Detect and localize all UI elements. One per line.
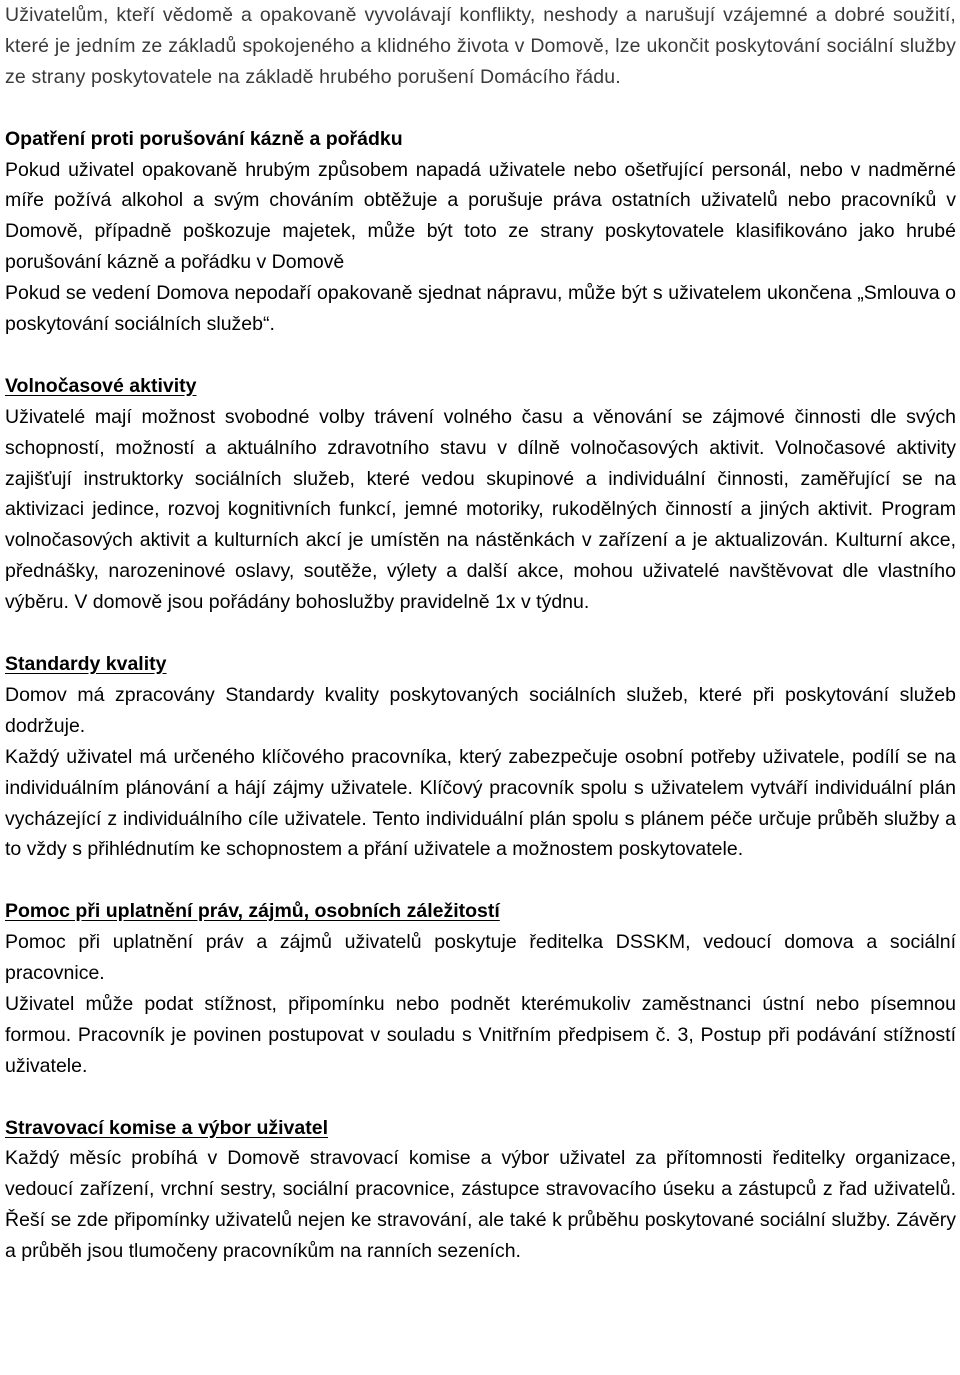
section-kazen	[5, 124, 956, 340]
section-volnocasove-aktivity	[5, 371, 956, 618]
section-spacer	[5, 93, 956, 124]
section-paragraph: Domov má zpracovány Standardy kvality poskytovaných sociálních služeb, které při poskytování služeb dodržuje.	[5, 683, 956, 737]
section-paragraph: Pokud se vedení Domova nepodaří opakovaně sjednat nápravu, může být s uživatelem ukončena „Smlouva o poskytování sociálních služeb“.	[5, 282, 956, 336]
section-paragraph: Pokud uživatel opakovaně hrubým způsobem napadá uživatele nebo ošetřující personál, nebo v nadměrné míře požívá alkohol a svým chováním obtěžuje a porušuje práva ostatních uživatelů nebo pracovníků v Domově, případně poškozuje majetek, může být toto ze strany poskytovatele klasifikováno jako hrubé porušování kázně a pořádku v Domově	[5, 158, 956, 274]
section-paragraph: Každý měsíc probíhá v Domově stravovací komise a výbor uživatel za přítomnosti ředitelky organizace, vedoucí zařízení, vrchní sestry, sociální pracovnice, zástupce stravovacího úseku a zástupců z řad uživatelů. Řeší se zde připomínky uživatelů nejen ke stravování, ale také k průběhu poskytované sociální služby. Závěry a průběh jsou tlumočeny pracovníkům na ranních sezeních.	[5, 1147, 956, 1263]
document-page	[5, 0, 956, 1267]
intro-paragraph: Uživatelům, kteří vědomě a opakovaně vyvolávají konflikty, neshody a narušují vzájemné a dobré soužití, které je jedním ze základů spokojeného a klidného života v Domově, lze ukončit poskytování sociální služby ze strany poskytovatele na základě hrubého porušení Domácího řádu.	[5, 4, 956, 88]
section-heading: Pomoc při uplatnění práv, zájmů, osobních záležitostí	[5, 900, 500, 923]
section-heading: Stravovací komise a výbor uživatel	[5, 1116, 328, 1139]
section-stravovaci-komise	[5, 1113, 956, 1268]
section-pomoc	[5, 896, 956, 1081]
section-standardy-kvality	[5, 649, 956, 865]
section-paragraph: Pomoc při uplatnění práv a zájmů uživatelů poskytuje ředitelka DSSKM, vedoucí domova a sociální pracovnice.	[5, 931, 956, 985]
section-heading: Volnočasové aktivity	[5, 374, 197, 397]
section-spacer	[5, 340, 956, 371]
section-spacer	[5, 618, 956, 649]
section-spacer	[5, 865, 956, 896]
section-heading: Opatření proti porušování kázně a pořádku	[5, 127, 403, 150]
section-paragraph: Uživatelé mají možnost svobodné volby trávení volného času a věnování se zájmové činnosti dle svých schopností, možností a aktuálního zdravotního stavu v dílně volnočasových aktivit. Volnočasové aktivity zajišťují instruktorky sociálních služeb, které vedou skupinové a individuální činnosti, zaměřující se na aktivizaci jedince, rozvoj kognitivních funkcí, jemné motoriky, rukodělných činností a jiných aktivit. Program volnočasových aktivit a kulturních akcí je umístěn na nástěnkách v zařízení a je aktualizován. Kulturní akce, přednášky, narozeninové oslavy, soutěže, výlety a další akce, mohou uživatelé navštěvovat dle vlastního výběru. V domově jsou pořádány bohoslužby pravidelně 1x v týdnu.	[5, 405, 956, 614]
section-paragraph: Každý uživatel má určeného klíčového pracovníka, který zabezpečuje osobní potřeby uživatele, podílí se na individuálním plánování a hájí zájmy uživatele. Klíčový pracovník spolu s uživatelem vytváří individuální plán vycházející z individuálního cíle uživatele. Tento individuální plán spolu s plánem péče určuje průběh služby a to vždy s přihlédnutím ke schopnostem a přání uživatele a možnostem poskytovatele.	[5, 745, 956, 861]
section-spacer	[5, 1082, 956, 1113]
section-paragraph: Uživatel může podat stížnost, připomínku nebo podnět kterémukoliv zaměstnanci ústní nebo písemnou formou. Pracovník je povinen postupovat v souladu s Vnitřním předpisem č. 3, Postup při podávání stížností uživatele.	[5, 992, 956, 1077]
section-heading: Standardy kvality	[5, 652, 167, 675]
